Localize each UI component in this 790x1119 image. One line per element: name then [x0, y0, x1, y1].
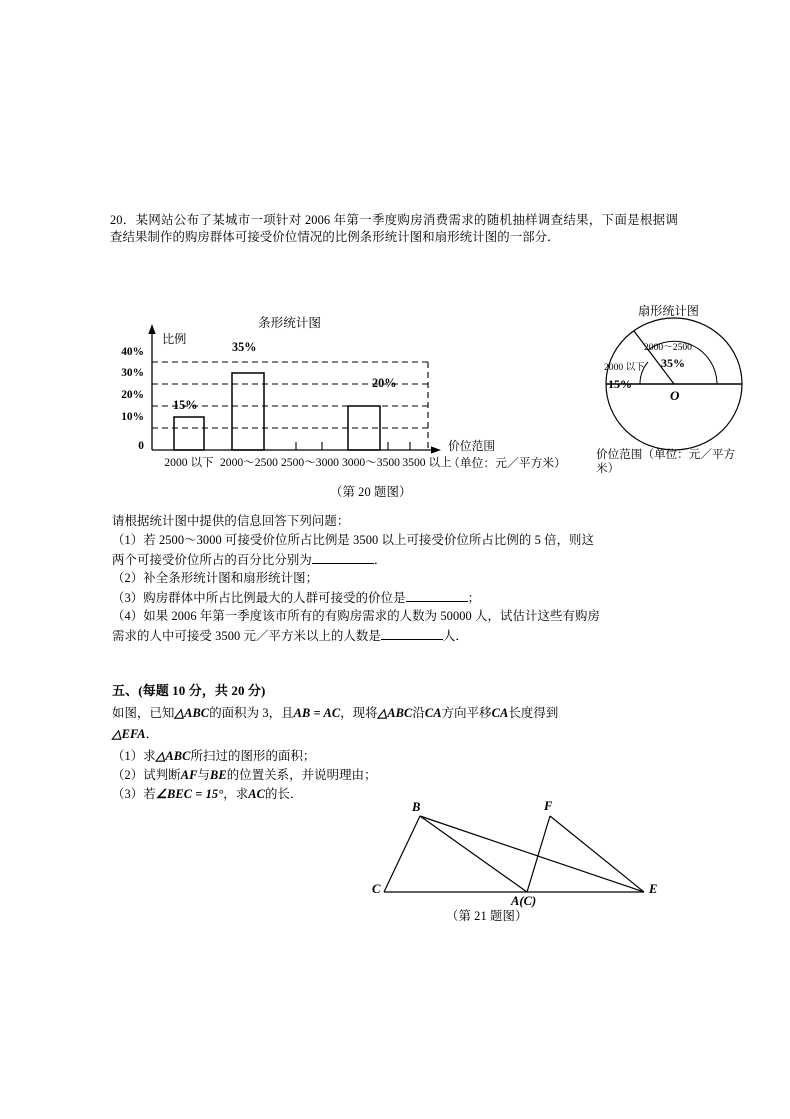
s5-l1-c: ，现将	[340, 706, 378, 720]
problem-20-q1-line2	[112, 551, 386, 569]
s5-l1-d: 沿	[412, 706, 425, 720]
bar-chart-x-axis-unit: （单位：元／平方米）	[448, 456, 566, 470]
bar-chart-y-axis-label: 比例	[162, 332, 187, 346]
geo-label-C: C	[372, 882, 381, 896]
s5-q3-a: （3）若	[112, 787, 156, 801]
section-5-q2	[112, 767, 377, 784]
problem-20-q4-tail: 人．	[442, 628, 468, 643]
bar-value-label-1: 15%	[173, 398, 198, 412]
pie-slice-value-15: 15%	[608, 377, 632, 391]
problem-20-lead: 请根据统计图中提供的信息回答下列问题：	[112, 514, 350, 528]
bar-chart-xtick-4: 3000～3500	[342, 456, 400, 469]
s5-q2-b: 与	[197, 768, 210, 782]
bar-chart-xtick-3: 2500～3000	[281, 456, 339, 469]
s5-q2-be: BE	[209, 768, 227, 782]
problem-20-q1-line1: （1）若 2500～3000 可接受价位所占比例是 3500 以上可接受价位所占比例的 5 倍，则这	[112, 533, 595, 547]
problem-20-q3-text: （3）购房群体中所占比例最大的人群可接受的价位是	[112, 590, 406, 605]
pie-slice-value-35: 35%	[661, 356, 685, 370]
problem-20-q1-period: ．	[373, 552, 387, 567]
problem-20-q3	[112, 589, 480, 607]
answer-blank-q3[interactable]	[406, 589, 468, 602]
bar-chart-ytick-30: 30%	[121, 367, 144, 379]
section-5-q3	[112, 786, 303, 803]
problem-20-q3-semicolon: ；	[467, 590, 481, 605]
pie-slice-label-2000-2500: 2000～2500	[644, 342, 692, 353]
s5-eq-ab-ac: AB = AC	[293, 706, 341, 720]
problem-20-stem: 20．某网站公布了某城市一项针对 2006 年第一季度购房消费需求的随机抽样调查结果，下面是根据调查结果制作的购房群体可接受价位情况的比例条形统计图和扇形统计图的一部分．	[110, 213, 678, 245]
bar-chart-ytick-40: 40%	[121, 346, 144, 358]
bar-chart-ytick-10: 10%	[121, 411, 144, 423]
problem-20-figure-caption: （第 20 题图）	[330, 485, 412, 499]
geo-label-B: B	[412, 800, 421, 814]
bar-value-label-4: 20%	[372, 376, 397, 390]
pie-slice-label-below-2000: 2000 以下	[604, 362, 645, 373]
s5-q3-c: 的长．	[265, 787, 303, 801]
answer-blank-q4[interactable]	[381, 627, 443, 640]
s5-q2-c: 的位置关系，并说明理由；	[226, 768, 377, 782]
s5-q2-af: AF	[180, 768, 198, 782]
pie-chart	[596, 300, 786, 490]
pie-center-label: O	[670, 388, 680, 403]
geo-label-E: E	[649, 882, 658, 896]
problem-20-q4-line2	[112, 627, 468, 645]
bar-chart-ytick-20: 20%	[121, 389, 144, 401]
section-5-q1	[112, 748, 315, 765]
problem-21-figure-caption: （第 21 题图）	[446, 909, 528, 923]
s5-tri-abc-1: △ABC	[174, 706, 210, 720]
s5-ca-1: CA	[424, 706, 442, 720]
s5-q2-a: （2）试判断	[112, 768, 181, 782]
bar-value-label-2: 35%	[232, 340, 257, 354]
s5-ca-2: CA	[491, 706, 509, 720]
bar-chart-xtick-1: 2000 以下	[164, 456, 214, 469]
answer-blank-q1[interactable]	[312, 551, 374, 564]
s5-l1-e: 方向平移	[441, 706, 492, 720]
bar-chart-xtick-5: 3500 以上	[402, 456, 452, 469]
s5-q1-a: （1）求	[112, 749, 156, 763]
s5-q3-b: ，求	[223, 787, 249, 801]
s5-l1-b: 的面积为 3，且	[209, 706, 294, 720]
bar-chart-x-axis-label: 价位范围	[448, 439, 496, 453]
s5-l1-a: 如图，已知	[112, 706, 175, 720]
s5-q1-b: 所扫过的图形的面积；	[190, 749, 316, 763]
section-5-line1	[112, 705, 684, 722]
s5-q3-angle: ∠BEC = 15°	[155, 787, 224, 801]
s5-tri-abc-2: △ABC	[377, 706, 413, 720]
problem-20-q4-line2-text: 需求的人中可接受 3500 元／平方米以上的人数是	[112, 628, 381, 643]
pie-chart-footer-line1: 价位范围（单位：元／平方	[596, 448, 736, 461]
s5-l1-f: 长度得到	[508, 706, 559, 720]
bar-chart-title: 条形统计图	[258, 316, 321, 330]
section-5-heading: 五、(每题 10 分，共 20 分)	[112, 683, 266, 698]
problem-20-q2: （2）补全条形统计图和扇形统计图；	[112, 571, 319, 585]
s5-q3-ac: AC	[248, 787, 266, 801]
bar-chart	[110, 310, 580, 480]
pie-chart-title: 扇形统计图	[638, 304, 699, 318]
s5-l2-dot: ．	[145, 727, 159, 741]
section-5-line2	[112, 726, 158, 743]
bar-chart-ytick-0: 0	[138, 440, 144, 452]
geo-label-F: F	[544, 799, 553, 813]
geometry-figure	[372, 798, 672, 908]
bar-chart-xtick-2: 2000～2500	[220, 456, 278, 469]
pie-chart-footer-line2: 米）	[596, 462, 620, 475]
problem-20-q1-line2-text: 两个可接受价位所占的百分比分别为	[112, 552, 312, 567]
geo-label-A-C: A(C)	[511, 894, 537, 908]
problem-20-q4-line1: （4）如果 2006 年第一季度该市所有的有购房需求的人数为 50000 人，试估计这些有购房	[112, 609, 600, 623]
s5-q1-tri: △ABC	[155, 749, 191, 763]
s5-tri-efa: △EFA	[112, 727, 146, 741]
